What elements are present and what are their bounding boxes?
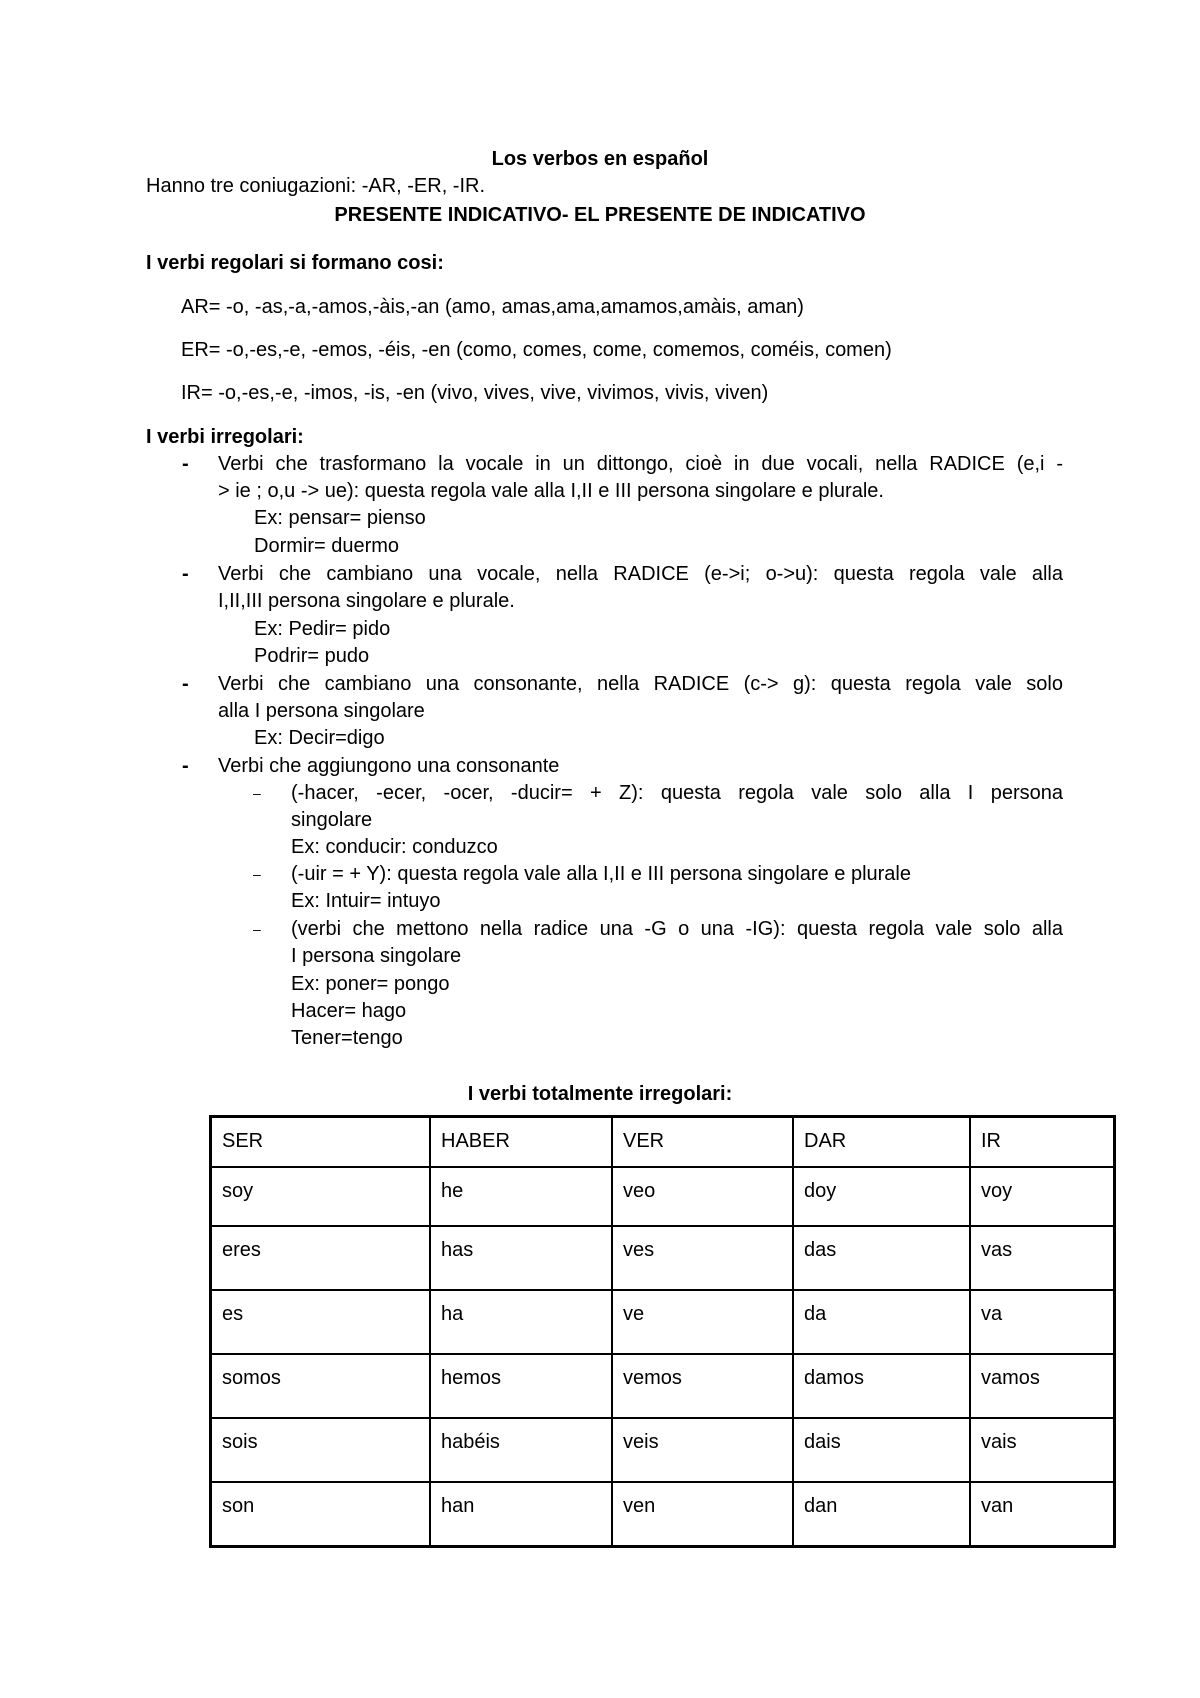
sub-bullet-1-example-1: Ex: conducir: conduzco [291,836,498,858]
page-title: Los verbos en español [491,148,709,170]
table-cell: es [211,1290,431,1354]
sub-bullet-3-example-1: Ex: poner= pongo [291,973,450,995]
sub-bullet-3-example-3: Tener=tengo [291,1027,403,1049]
bullet-2-line-2: I,II,III persona singolare e plurale. [218,590,515,612]
bullet-2-example-1: Ex: Pedir= pido [254,618,391,640]
table-cell: ven [612,1482,793,1547]
table-row [211,1418,1115,1482]
bullet-2-line-1: Verbi che cambiano una vocale, nella RADICE (e->i; o->u): questa regola vale alla [218,563,1063,585]
table-cell: habéis [430,1418,612,1482]
bullet-dash: - [182,453,189,475]
table-cell: somos [211,1354,431,1418]
intro-text: Hanno tre coniugazioni: -AR, -ER, -IR. [146,175,486,197]
table-row [211,1354,1115,1418]
table-cell: dais [793,1418,970,1482]
irregular-verbs-table [209,1115,1116,1548]
bullet-2-example-2: Podrir= pudo [254,645,370,667]
table-cell: has [430,1226,612,1290]
table-row [211,1226,1115,1290]
table-header-row [211,1117,1115,1168]
table-cell: ve [612,1290,793,1354]
bullet-dash: - [182,563,189,585]
table-row [211,1167,1115,1226]
table-cell: va [970,1290,1115,1354]
bullet-1-example-2: Dormir= duermo [254,535,400,557]
regular-ir: IR= -o,-es,-e, -imos, -is, -en (vivo, vives, vive, vivimos, vivis, viven) [181,382,769,404]
table-cell: van [970,1482,1115,1547]
table-cell: ha [430,1290,612,1354]
table-row [211,1482,1115,1547]
bullet-3-line-1: Verbi che cambiano una consonante, nella RADICE (c-> g): questa regola vale solo [218,673,1063,695]
bullet-3-example-1: Ex: Decir=digo [254,727,385,749]
bullet-dash: - [182,755,189,777]
table-cell: doy [793,1167,970,1226]
bullet-1-line-2: > ie ; o,u -> ue): questa regola vale alla I,II e III persona singolare e plurale. [218,480,884,502]
table-cell: veis [612,1418,793,1482]
table-cell: vamos [970,1354,1115,1418]
table-cell: dan [793,1482,970,1547]
table-cell: son [211,1482,431,1547]
table-cell: sois [211,1418,431,1482]
sub-bullet-3-line-1: (verbi che mettono nella radice una -G o una -IG): questa regola vale solo alla [291,918,1063,940]
table-cell: vas [970,1226,1115,1290]
bullet-1-line-1: Verbi che trasformano la vocale in un dittongo, cioè in due vocali, nella RADICE (e,i - [218,453,1063,475]
table-row [211,1290,1115,1354]
table-cell: hemos [430,1354,612,1418]
table-cell: voy [970,1167,1115,1226]
table-cell: soy [211,1167,431,1226]
regular-ar: AR= -o, -as,-a,-amos,-àis,-an (amo, amas,ama,amamos,amàis, aman) [181,296,804,318]
table-cell: ves [612,1226,793,1290]
table-header-cell: DAR [793,1117,970,1168]
sub-bullet-dash: – [253,866,261,882]
regular-er: ER= -o,-es,-e, -emos, -éis, -en (como, comes, come, comemos, coméis, comen) [181,339,892,361]
table-cell: vemos [612,1354,793,1418]
bullet-3-line-2: alla I persona singolare [218,700,425,722]
regular-heading: I verbi regolari si formano cosi: [146,252,444,274]
table-header-cell: IR [970,1117,1115,1168]
section-subtitle: PRESENTE INDICATIVO- EL PRESENTE DE INDICATIVO [334,204,866,226]
table-cell: vais [970,1418,1115,1482]
table-cell: das [793,1226,970,1290]
table-cell: veo [612,1167,793,1226]
table-header-cell: VER [612,1117,793,1168]
table-heading: I verbi totalmente irregolari: [467,1083,733,1105]
table-cell: eres [211,1226,431,1290]
bullet-1-example-1: Ex: pensar= pienso [254,507,426,529]
sub-bullet-1-line-2: singolare [291,809,373,831]
sub-bullet-dash: – [253,785,261,801]
table-header-cell: HABER [430,1117,612,1168]
bullet-dash: - [182,673,189,695]
table-cell: han [430,1482,612,1547]
sub-bullet-3-example-2: Hacer= hago [291,1000,407,1022]
table-header-cell: SER [211,1117,431,1168]
bullet-4-line-1: Verbi che aggiungono una consonante [218,755,560,777]
sub-bullet-dash: – [253,921,261,937]
table-cell: he [430,1167,612,1226]
table-cell: da [793,1290,970,1354]
sub-bullet-2-line-1: (-uir = + Y): questa regola vale alla I,II e III persona singolare e plurale [291,863,911,885]
sub-bullet-1-line-1: (-hacer, -ecer, -ocer, -ducir= + Z): questa regola vale solo alla I persona [291,782,1063,804]
irregular-heading: I verbi irregolari: [146,426,304,448]
sub-bullet-3-line-2: I persona singolare [291,945,462,967]
sub-bullet-2-example-1: Ex: Intuir= intuyo [291,890,441,912]
table-cell: damos [793,1354,970,1418]
